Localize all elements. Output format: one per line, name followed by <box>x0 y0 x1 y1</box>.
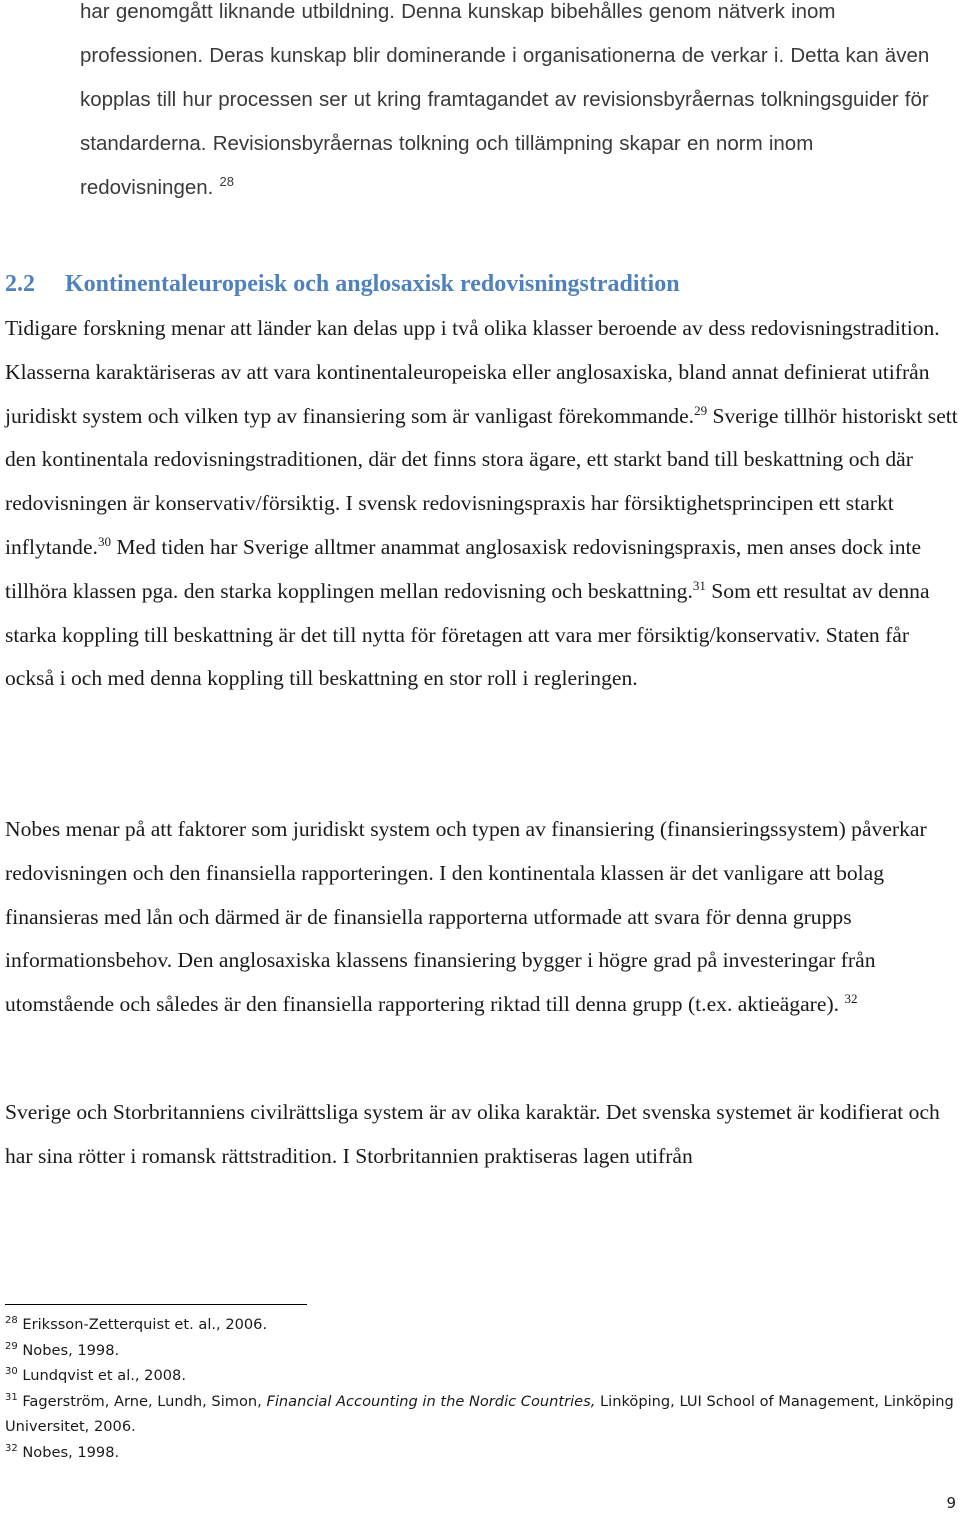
section-title: Kontinentaleuropeisk och anglosaxisk redovisningstradition <box>65 271 680 297</box>
intro-paragraph <box>80 0 952 210</box>
paragraph2-text: Nobes menar på att faktorer som juridiskt system och typen av finansiering (finansieringssystem) påverkar redovisningen och den finansiella rapporteringen. I den kontinentala klassen är det vanligare att bolag finansieras med lån och därmed är de finansiella rapporterna utformade att svara för denna grupps informationsbehov. Den anglosaxiska klassens finansiering bygger i högre grad på investeringar från utomstående och således är den finansiella rapportering riktad till denna grupp (t.ex. aktieägare). <box>5 817 927 1017</box>
footnote-number: 32 <box>5 1443 18 1455</box>
footnote-number: 30 <box>5 1366 18 1378</box>
paragraph1-segment-1: Tidigare forskning menar att länder kan delas upp i två olika klasser beroende av dess redovisningstradition. Klasserna karaktäriseras av att vara kontinentaleuropeiska eller anglosaxiska, bland annat definierat utifrån juridiskt system och vilken typ av finansiering som är vanligast förekommande. <box>5 316 940 428</box>
paragraph3-text: Sverige och Storbritanniens civilrättsliga system är av olika karaktär. Det svenska systemet är kodifierat och har sina rötter i romansk rättstradition. I Storbritannien praktiseras lagen utifrån <box>5 1100 940 1168</box>
footnote-ref-31[interactable]: 31 <box>692 577 706 593</box>
footnote-28 <box>5 1312 960 1338</box>
footnote-ref-28[interactable]: 28 <box>219 174 235 190</box>
footnote-book-title: Financial Accounting in the Nordic Countries, <box>266 1392 596 1410</box>
footnote-number: 28 <box>5 1315 18 1327</box>
body-paragraph-3 <box>5 1091 960 1179</box>
footnote-29 <box>5 1338 960 1364</box>
footnote-separator <box>5 1304 307 1305</box>
section-heading <box>5 264 960 304</box>
footnote-ref-32[interactable]: 32 <box>844 991 858 1006</box>
footnote-text-after: Linköping, LUI School of Management, Linköping Universitet, 2006. <box>5 1392 954 1436</box>
footnotes <box>5 1312 960 1466</box>
page-number: 9 <box>946 1494 956 1512</box>
paragraph1-segment-3: Med tiden har Sverige alltmer anammat anglosaxisk redovisningspraxis, men anses dock inte tillhöra klassen pga. den starka kopplingen mellan redovisning och beskattning. <box>5 534 922 603</box>
footnote-text: Nobes, 1998. <box>22 1341 120 1359</box>
paragraph1-segment-4: Som ett resultat av denna starka koppling till beskattning är det till nytta för företagen att vara mer försiktig/konservativ. Staten får också i och med denna koppling till beskattning en stor roll i regleringen. <box>5 578 930 691</box>
intro-text: har genomgått liknande utbildning. Denna kunskap bibehålles genom nätverk inom professionen. Deras kunskap blir dominerande i organisationerna de verkar i. Detta kan även kopplas till hur processen ser ut kring framtagandet av revisionsbyråernas tolkningsguider för standarderna. Revisionsbyråernas tolkning och tillämpning skapar en norm inom redovisningen. <box>80 0 930 199</box>
footnote-text: Lundqvist et al., 2008. <box>22 1367 186 1385</box>
footnote-32 <box>5 1440 960 1466</box>
footnote-number: 31 <box>5 1391 18 1403</box>
body-paragraph-1 <box>5 307 960 701</box>
footnote-30 <box>5 1363 960 1389</box>
footnote-ref-29[interactable]: 29 <box>694 402 708 418</box>
body-paragraph-2 <box>5 808 960 1027</box>
footnote-text: Nobes, 1998. <box>22 1443 120 1461</box>
footnote-text-before: Fagerström, Arne, Lundh, Simon, <box>22 1392 267 1410</box>
footnote-ref-30[interactable]: 30 <box>97 533 111 549</box>
footnote-number: 29 <box>5 1340 18 1352</box>
footnote-31 <box>5 1389 960 1440</box>
paragraph1-segment-2: Sverige tillhör historiskt sett den kontinentala redovisningstraditionen, där det finns stora ägare, ett starkt band till beskattning och där redovisningen är konservativ/försiktig. I svensk redovisningspraxis har försiktighetsprincipen ett starkt inflytande. <box>5 403 958 559</box>
section-number: 2.2 <box>5 271 35 297</box>
footnote-text: Eriksson-Zetterquist et. al., 2006. <box>22 1316 268 1333</box>
